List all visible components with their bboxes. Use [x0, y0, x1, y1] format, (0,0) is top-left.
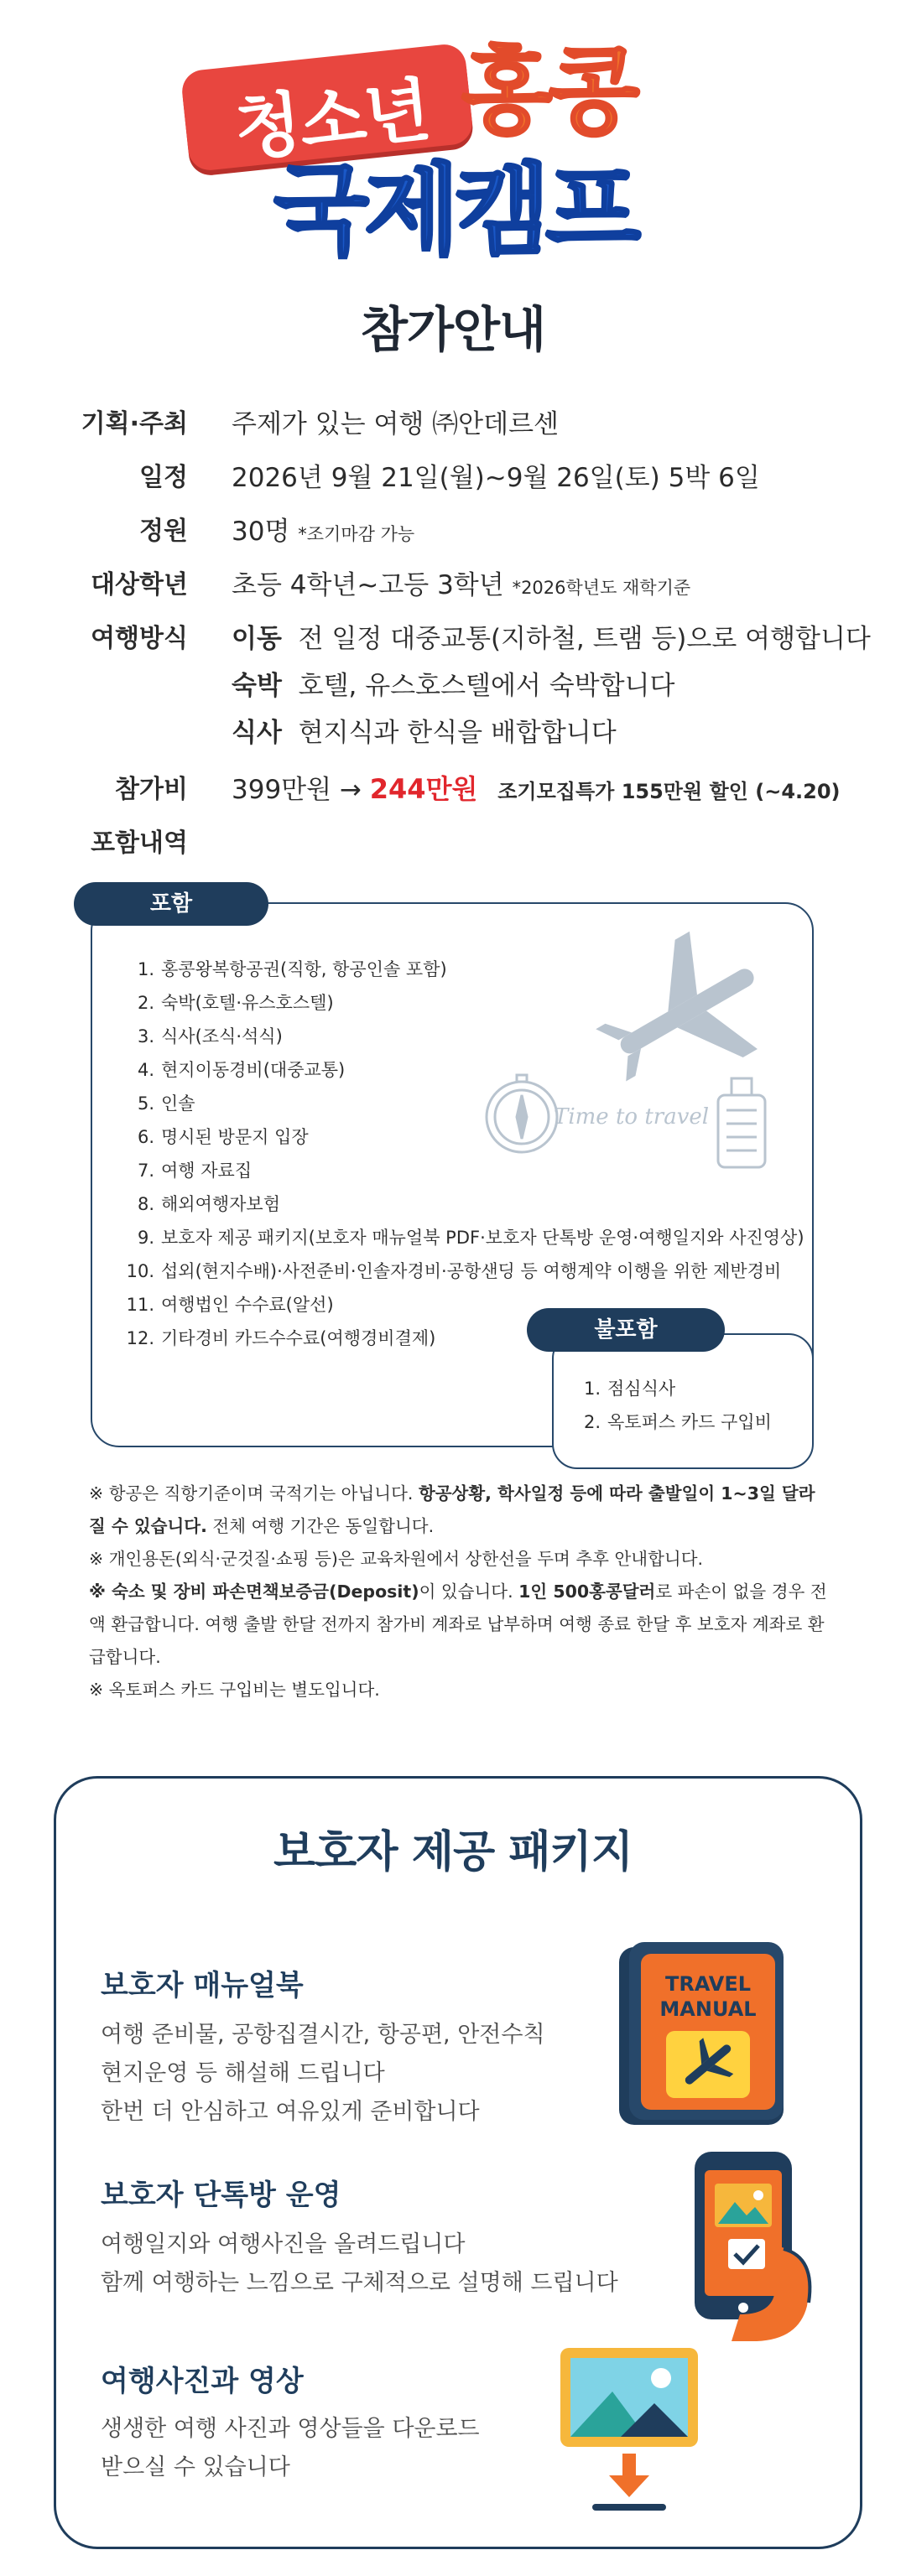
- note-flight: ※ 항공은 직항기준이며 국적기는 아닙니다. 항공상황, 학사일정 등에 따라 출발일이 1~3일 달라질 수 있습니다. 전체 여행 기간은 동일합니다.: [89, 1483, 815, 1536]
- grade-label: 대상학년: [91, 570, 188, 600]
- plan-label: 기획·주최: [81, 409, 188, 439]
- capacity-label: 정원: [139, 517, 188, 546]
- fee-value: [232, 768, 841, 807]
- list-item: 3. 식사(조식·석식): [137, 1026, 283, 1046]
- title-camp: 국제캠프: [273, 153, 636, 268]
- travel-manual-icon: [607, 1939, 792, 2133]
- method-move: 이동 전 일정 대중교통(지하철, 트램 등)으로 여행합니다: [232, 624, 871, 654]
- media-title: 여행사진과 영상: [101, 2365, 304, 2398]
- list-item: 2. 숙박(호텔·유스호스텔): [137, 993, 334, 1013]
- list-item: 1. 점심식사: [584, 1379, 676, 1399]
- travel-art-text: Time to travel: [554, 1104, 710, 1130]
- list-item: 10. 섭외(현지수배)·사전준비·인솔자경비·공항샌딩 등 여행계약 이행을 위한 제반경비: [126, 1261, 782, 1281]
- schedule-label: 일정: [139, 463, 188, 492]
- method-label: 여행방식: [91, 624, 188, 653]
- list-item: 2. 옥토퍼스 카드 구입비: [584, 1412, 772, 1432]
- fee-arrow: →: [339, 775, 362, 805]
- excluded-list: [584, 1372, 772, 1439]
- method-stay: 숙박 호텔, 유스호스텔에서 숙박합니다: [232, 671, 675, 701]
- chat-desc: 여행일지와 여행사진을 올려드립니다 함께 여행하는 느낌으로 구체적으로 설명해 드립니다: [101, 2231, 618, 2296]
- list-item: 11. 여행법인 수수료(알선): [126, 1295, 334, 1315]
- manual-title: 보호자 매뉴얼북: [101, 1969, 304, 2002]
- list-item: 12. 기타경비 카드수수료(여행경비결제): [126, 1328, 436, 1348]
- grade-value: 초등 4학년~고등 3학년 *2026학년도 재학기준: [232, 570, 691, 600]
- manual-desc: 여행 준비물, 공항집결시간, 항공편, 안전수칙 현지운영 등 해설해 드립니다 한번 더 안심하고 여유있게 준비합니다: [101, 2022, 545, 2125]
- included-pill: 포함: [74, 882, 268, 926]
- list-item: 6. 명시된 방문지 입장: [137, 1127, 309, 1147]
- plan-value: 주제가 있는 여행 ㈜안데르센: [232, 409, 559, 439]
- excluded-pill: 불포함: [527, 1308, 725, 1352]
- title-hongkong: 홍콩: [461, 38, 637, 147]
- capacity-value: 30명 *조기마감 가능: [232, 517, 415, 547]
- list-item: 9. 보호자 제공 패키지(보호자 매뉴얼북 PDF·보호자 단톡방 운영·여행일지와 사진영상): [137, 1228, 804, 1248]
- note-deposit: ※ 숙소 및 장비 파손면책보증금(Deposit)이 있습니다. 1인 500홍콩달러로 파손이 없을 경우 전액 환급합니다. 여행 출발 한달 전까지 참가비 계좌로 납부하며 여행 종료 한달 후 보호자 계좌로 환급합니다.: [89, 1581, 827, 1667]
- notes: [89, 1478, 827, 1706]
- photo-download-icon: [554, 2341, 705, 2517]
- header: [0, 0, 906, 361]
- title-youth: 청소년: [231, 70, 433, 170]
- list-item: 1. 홍콩왕복항공권(직항, 항공인솔 포함): [137, 959, 447, 979]
- includes-heading: 포함내역: [91, 828, 188, 858]
- list-item: 5. 인솔: [137, 1093, 195, 1114]
- schedule-value: 2026년 9월 21일(월)~9월 26일(토) 5박 6일: [232, 463, 760, 493]
- note-allowance: ※ 개인용돈(외식·군것질·쇼핑 등)은 교육차원에서 상한선을 두며 추후 안내합니다.: [89, 1549, 704, 1569]
- svg-text:TRAVEL: TRAVEL: [664, 1972, 752, 1996]
- package-title: 보호자 제공 패키지: [273, 1827, 633, 1877]
- note-octopus: ※ 옥토퍼스 카드 구입비는 별도입니다.: [89, 1680, 380, 1700]
- fee-new: 244만원: [369, 773, 478, 805]
- title-line-1: [168, 38, 738, 170]
- page-subtitle: 참가안내: [360, 301, 546, 358]
- fee-label: 참가비: [115, 775, 188, 804]
- list-item: 8. 해외여행자보험: [137, 1194, 281, 1214]
- media-desc: 생생한 여행 사진과 영상들을 다운로드 받으실 수 있습니다: [101, 2416, 480, 2480]
- chat-title: 보호자 단톡방 운영: [101, 2179, 341, 2212]
- phone-chat-icon: [681, 2147, 824, 2345]
- included-list: [124, 953, 804, 1355]
- grade-note: *2026학년도 재학기준: [512, 578, 691, 598]
- svg-text:MANUAL: MANUAL: [659, 1997, 757, 2021]
- fee-promo: 조기모집특가 155만원 할인 (~4.20): [497, 780, 841, 803]
- list-item: 4. 현지이동경비(대중교통): [137, 1060, 346, 1080]
- fee-old: 399만원: [232, 775, 332, 805]
- capacity-note: *조기마감 가능: [298, 524, 415, 544]
- method-meal: 식사 현지식과 한식을 배합합니다: [232, 718, 617, 748]
- list-item: 7. 여행 자료집: [137, 1161, 253, 1181]
